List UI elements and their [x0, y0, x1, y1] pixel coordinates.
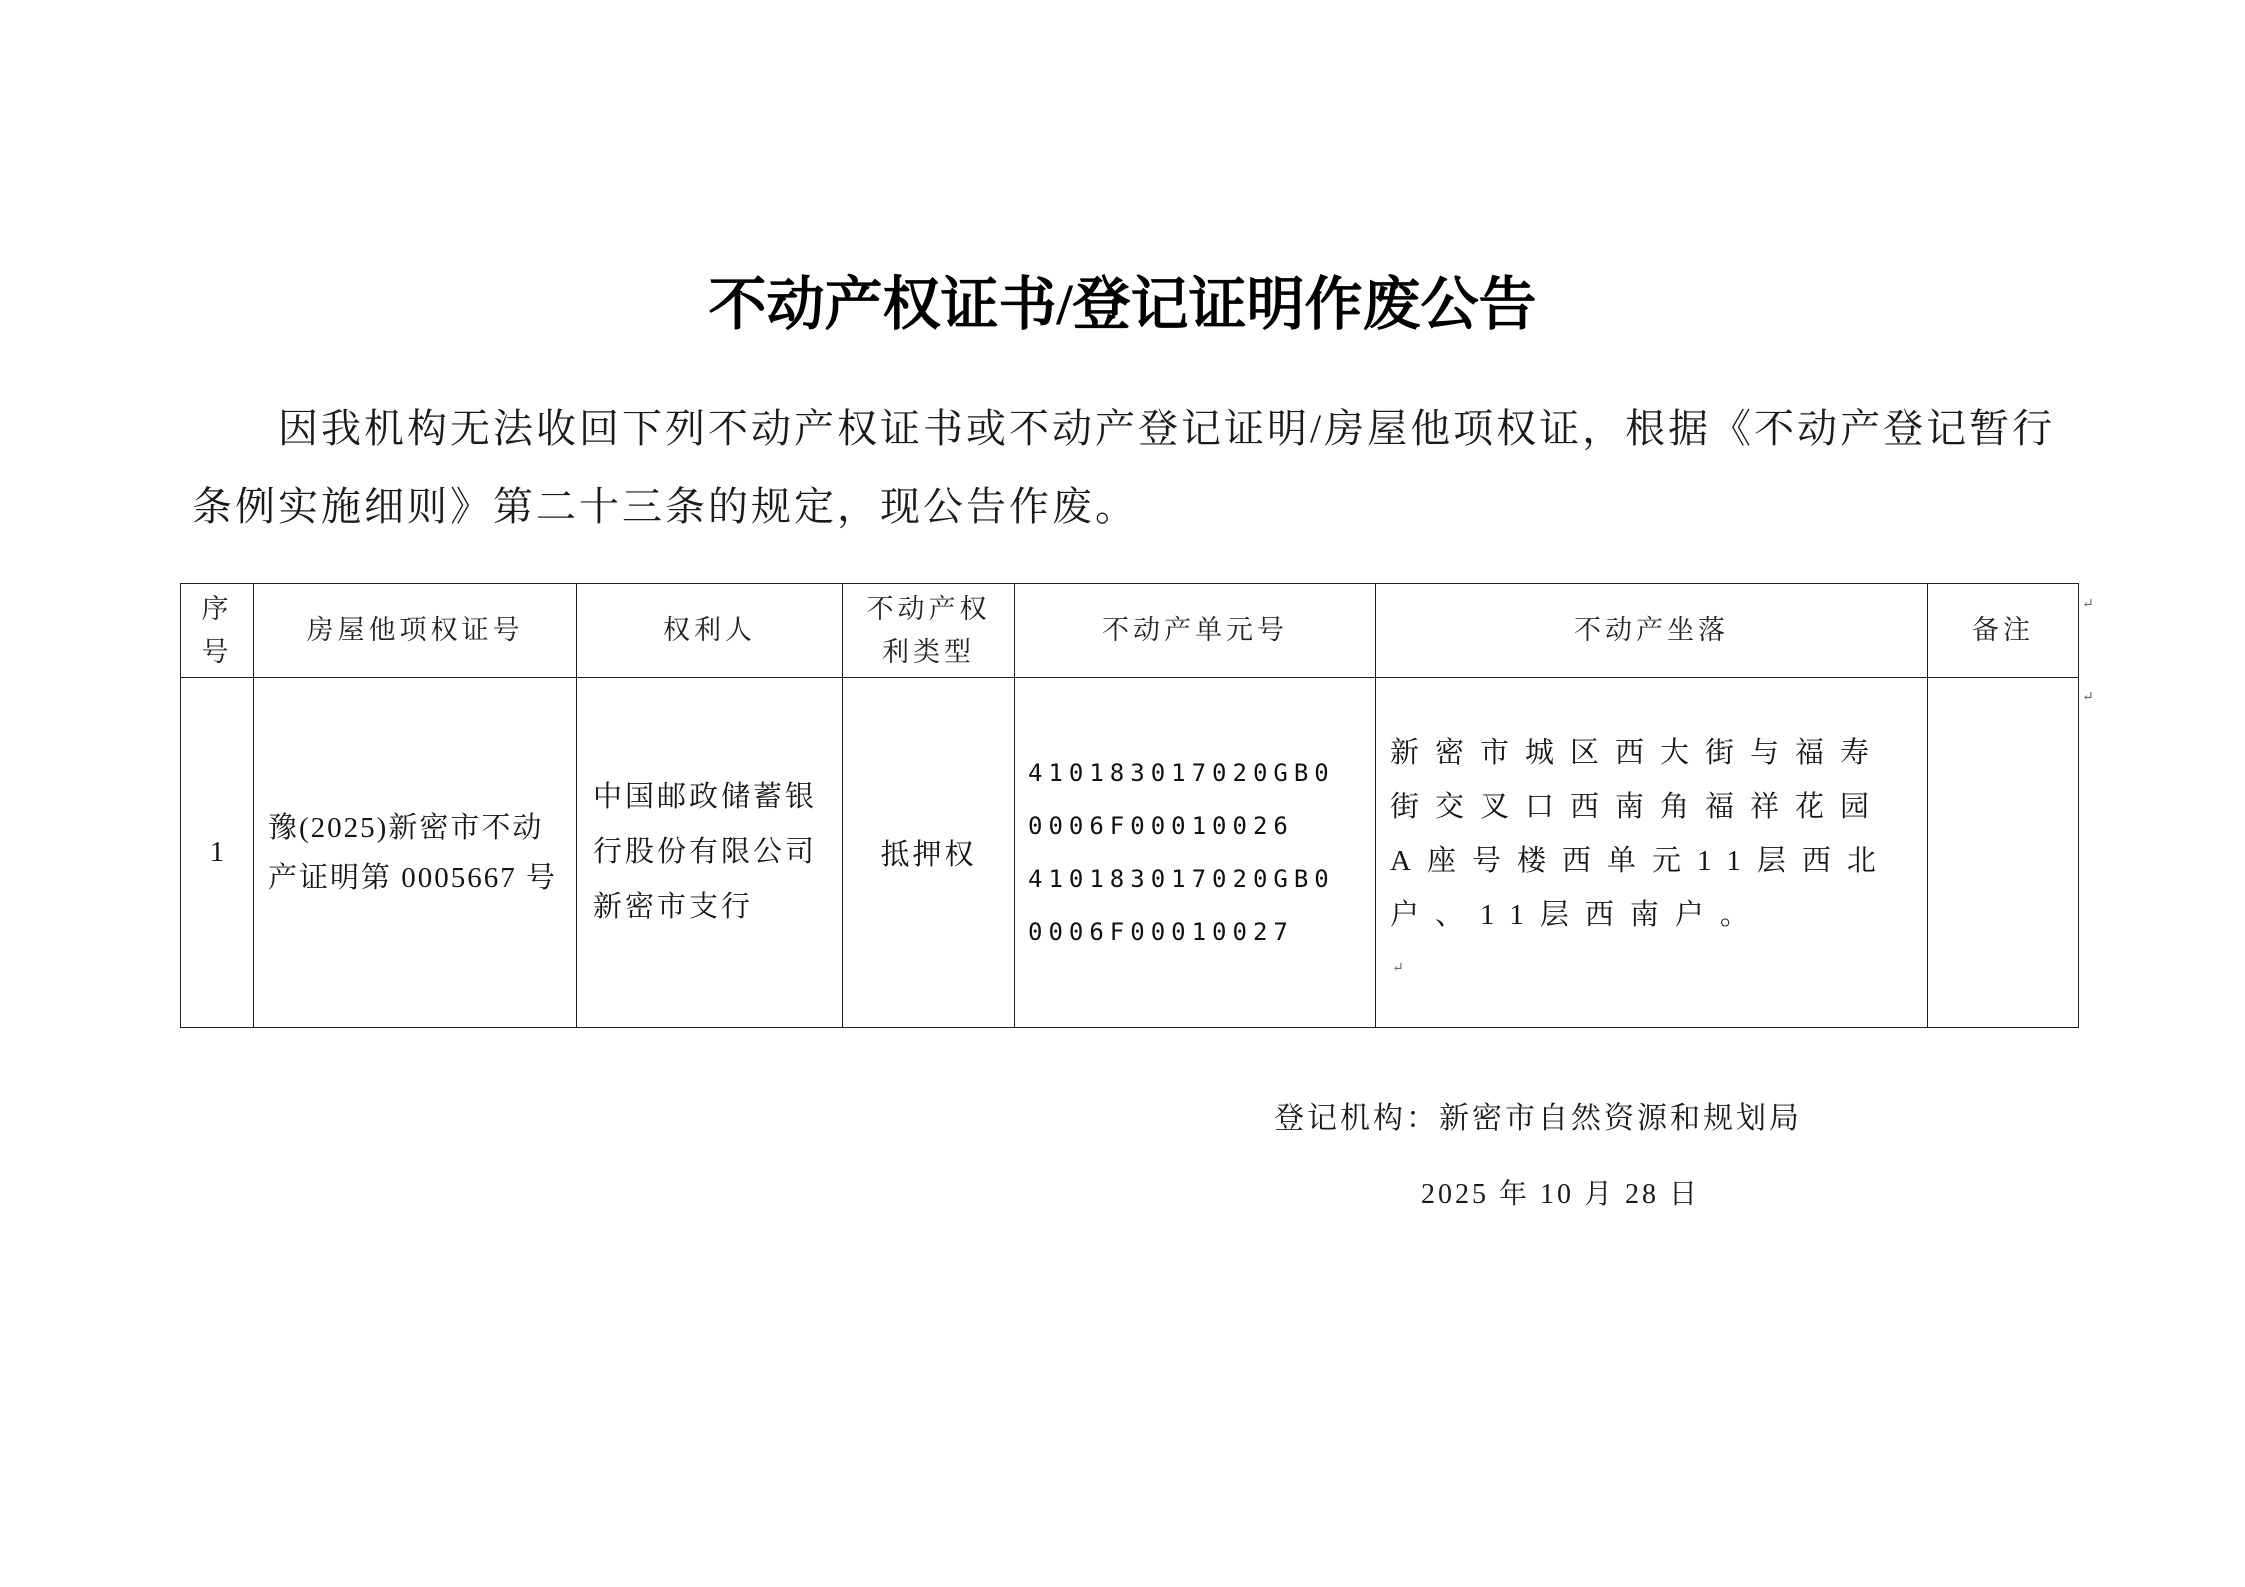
header-unit-no: 不动产单元号	[1015, 584, 1376, 678]
header-cert-no: 房屋他项权证号	[254, 584, 577, 678]
cell-right-holder	[577, 678, 843, 1028]
paragraph-mark: ↵	[1392, 961, 1404, 976]
announcement-date: 2025 年 10 月 28 日	[1421, 1179, 1701, 1210]
cell-unit-no	[1015, 678, 1376, 1028]
header-right-type	[843, 584, 1015, 678]
announcement-intro: 因我机构无法收回下列不动产权证书或不动产登记证明/房屋他项权证，根据《不动产登记暂行条例实施细则》第二十三条的规定，现公告作废。	[192, 406, 2056, 529]
table-row	[181, 678, 2079, 1028]
location-text: 新密市城区西大街与福寿街交叉口西南角福祥花园A座号楼西单元11层西北户、11层西南户。	[1390, 737, 1892, 931]
cell-seq: 1	[181, 678, 254, 1028]
header-right-type-label: 不动产权利类型	[866, 593, 991, 667]
paragraph-mark: ↵	[2082, 597, 2094, 612]
cert-no-text: 豫(2025)新密市不动产证明第 0005667 号	[268, 811, 558, 894]
header-remarks: 备注	[1928, 584, 2079, 678]
cell-right-type: 抵押权	[843, 678, 1015, 1028]
registration-authority: 登记机构：新密市自然资源和规划局	[1274, 1102, 1802, 1135]
header-seq-label: 序号	[201, 593, 233, 667]
announcement-table	[180, 583, 2079, 1028]
header-seq	[181, 584, 254, 678]
right-holder-text: 中国邮政储蓄银行股份有限公司新密市支行	[593, 781, 818, 923]
header-right-holder: 权利人	[577, 584, 843, 678]
cell-cert-no	[254, 678, 577, 1028]
table-header-row	[181, 584, 2079, 678]
cell-remarks	[1928, 678, 2079, 1028]
unit-number: 410183017020GB00006F00010027	[1028, 864, 1335, 946]
announcement-title: 不动产权证书/登记证明作废公告	[708, 272, 1537, 337]
unit-number: 410183017020GB00006F00010026	[1028, 758, 1335, 840]
cell-location	[1376, 678, 1928, 1028]
header-location: 不动产坐落	[1376, 584, 1928, 678]
paragraph-mark: ↵	[2082, 690, 2094, 705]
